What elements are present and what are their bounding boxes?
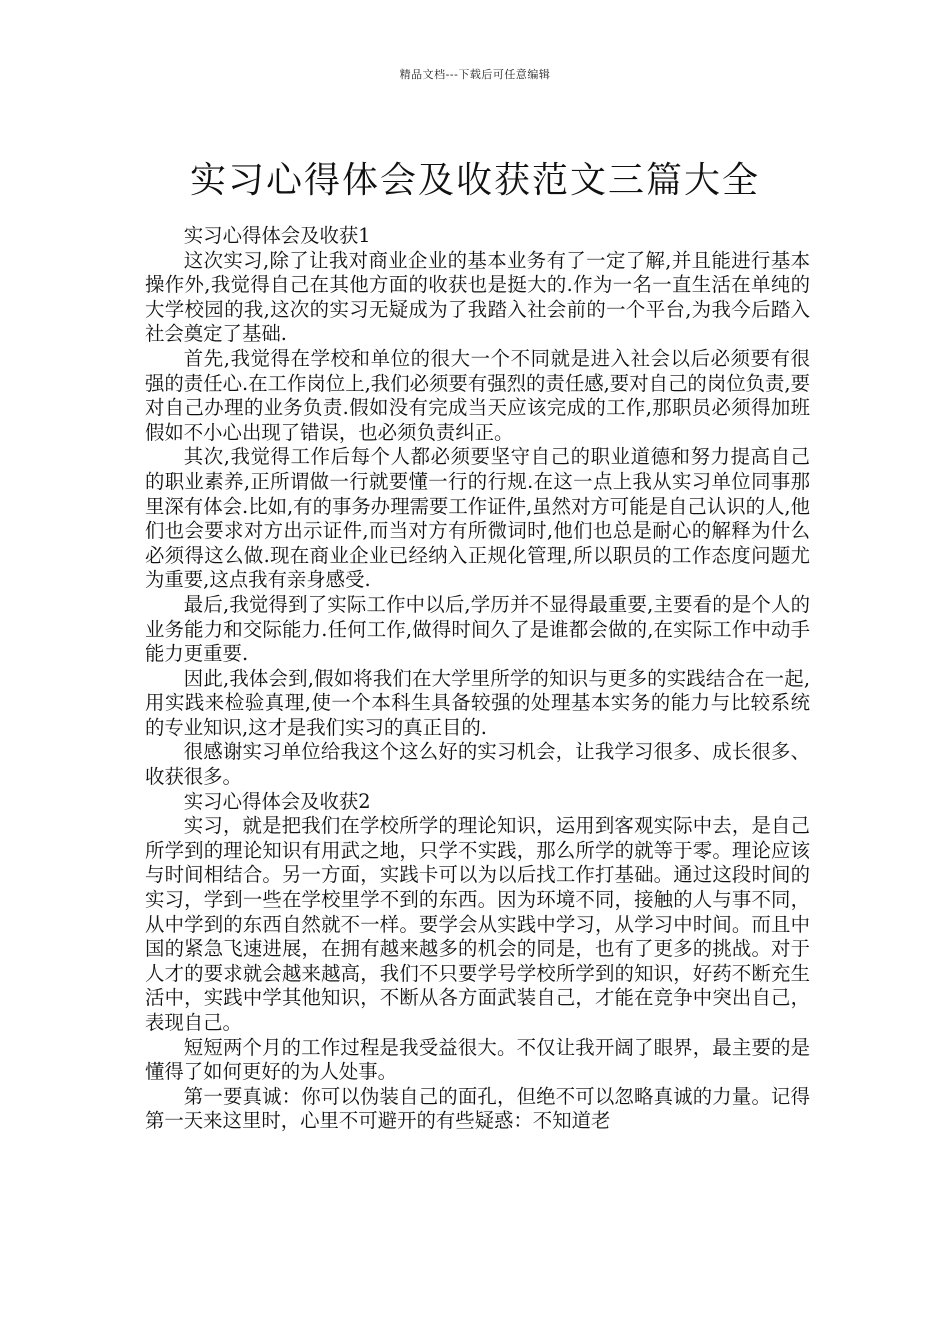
paragraph: 很感谢实习单位给我这个这么好的实习机会，让我学习很多、成长很多、收获很多。 xyxy=(145,740,810,789)
paragraph: 短短两个月的工作过程是我受益很大。不仅让我开阔了眼界，最主要的是懂得了如何更好的为人处事。 xyxy=(145,1035,810,1084)
section-heading-2: 实习心得体会及收获2 xyxy=(183,789,371,813)
paragraph: 因此,我体会到,假如将我们在大学里所学的知识与更多的实践结合在一起,用实践来检验真理,使一个本科生具备较强的处理基本实务的能力与比较系统的专业知识,这才是我们实习的真正目的. xyxy=(145,666,810,739)
paragraph: 首先,我觉得在学校和单位的很大一个不同就是进入社会以后必须要有很强的责任心.在工作岗位上,我们必须要有强烈的责任感,要对自己的岗位负责,要对自己办理的业务负责.假如没有完成当天应该完成的工作,那职员必须得加班假如不小心出现了错误，也必须负责纠正。 xyxy=(145,346,810,444)
document-body xyxy=(145,224,810,1134)
document-title: 实习心得体会及收获范文三篇大全 xyxy=(189,160,760,202)
header-note: 精品文档---下载后可任意编辑 xyxy=(399,68,551,81)
paragraph: 其次,我觉得工作后每个人都必须要坚守自己的职业道德和努力提高自己的职业素养,正所谓做一行就要懂一行的行规.在这一点上我从实习单位同事那里深有体会.比如,有的事务办理需要工作证件,虽然对方可能是自己认识的人,他们也会要求对方出示证件,而当对方有所微词时,他们也总是耐心的解释为什么必须得这么做.现在商业企业已经纳入正规化管理,所以职员的工作态度问题尤为重要,这点我有亲身感受. xyxy=(145,445,810,592)
paragraph: 最后,我觉得到了实际工作中以后,学历并不显得最重要,主要看的是个人的业务能力和交际能力.任何工作,做得时间久了是谁都会做的,在实际工作中动手能力更重要. xyxy=(145,592,810,666)
paragraph: 实习，就是把我们在学校所学的理论知识，运用到客观实际中去，是自己所学到的理论知识有用武之地，只学不实践，那么所学的就等于零。理论应该与时间相结合。另一方面，实践卡可以为以后找工作打基础。通过这段时间的实习，学到一些在学校里学不到的东西。因为环境不同，接触的人与事不同，从中学到的东西自然就不一样。要学会从实践中学习，从学习中时间。而且中国的紧急飞速进展，在拥有越来越多的机会的同是，也有了更多的挑战。对于人才的要求就会越来越高，我们不只要学号学校所学到的知识，好药不断充生活中，实践中学其他知识，不断从各方面武装自己，才能在竞争中突出自己，表现自己。 xyxy=(145,814,810,1034)
paragraph: 这次实习,除了让我对商业企业的基本业务有了一定了解,并且能进行基本操作外,我觉得自己在其他方面的收获也是挺大的.作为一名一直生活在单纯的大学校园的我,这次的实习无疑成为了我踏入社会前的一个平台,为我今后踏入社会奠定了基础. xyxy=(145,248,810,346)
paragraph: 第一要真诚：你可以伪装自己的面孔，但绝不可以忽略真诚的力量。记得第一天来这里时，心里不可避开的有些疑惑：不知道老 xyxy=(145,1084,810,1133)
section-heading-1: 实习心得体会及收获1 xyxy=(183,224,371,247)
